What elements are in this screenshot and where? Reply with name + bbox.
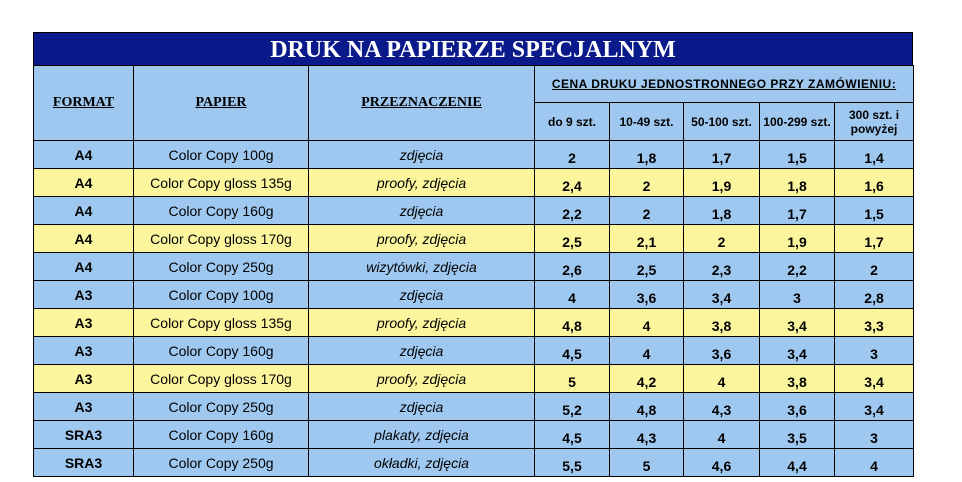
paper-cell: Color Copy 100g bbox=[134, 141, 309, 169]
table-row bbox=[34, 197, 914, 225]
purpose-cell: okładki, zdjęcia bbox=[309, 449, 535, 477]
price-sheet bbox=[33, 32, 913, 477]
price-cell: 3,4 bbox=[760, 309, 835, 337]
price-cell: 3,4 bbox=[760, 337, 835, 365]
purpose-cell: zdjęcia bbox=[309, 197, 535, 225]
price-cell: 5 bbox=[535, 365, 610, 393]
price-cell: 1,9 bbox=[684, 169, 760, 197]
price-cell: 2 bbox=[610, 169, 684, 197]
paper-cell: Color Copy gloss 135g bbox=[134, 309, 309, 337]
price-cell: 1,5 bbox=[835, 197, 914, 225]
price-cell: 3,4 bbox=[684, 281, 760, 309]
format-cell: A4 bbox=[34, 225, 134, 253]
price-cell: 4,3 bbox=[684, 393, 760, 421]
price-cell: 1,8 bbox=[610, 141, 684, 169]
price-cell: 2 bbox=[835, 253, 914, 281]
price-cell: 5 bbox=[610, 449, 684, 477]
table-row bbox=[34, 449, 914, 477]
format-cell: A3 bbox=[34, 309, 134, 337]
format-cell: A3 bbox=[34, 281, 134, 309]
price-cell: 2 bbox=[535, 141, 610, 169]
price-cell: 4 bbox=[610, 337, 684, 365]
price-cell: 1,9 bbox=[760, 225, 835, 253]
format-cell: SRA3 bbox=[34, 449, 134, 477]
price-cell: 3 bbox=[835, 421, 914, 449]
price-cell: 2,8 bbox=[835, 281, 914, 309]
format-cell: A3 bbox=[34, 393, 134, 421]
price-cell: 1,8 bbox=[684, 197, 760, 225]
paper-cell: Color Copy gloss 135g bbox=[134, 169, 309, 197]
price-cell: 2 bbox=[610, 197, 684, 225]
paper-cell: Color Copy 250g bbox=[134, 393, 309, 421]
paper-cell: Color Copy 160g bbox=[134, 197, 309, 225]
price-cell: 4 bbox=[610, 309, 684, 337]
price-cell: 2,2 bbox=[760, 253, 835, 281]
purpose-cell: proofy, zdjęcia bbox=[309, 309, 535, 337]
purpose-cell: zdjęcia bbox=[309, 393, 535, 421]
price-cell: 1,6 bbox=[835, 169, 914, 197]
price-cell: 4,6 bbox=[684, 449, 760, 477]
header-format: FORMAT bbox=[34, 66, 134, 141]
price-cell: 4,8 bbox=[535, 309, 610, 337]
paper-cell: Color Copy 160g bbox=[134, 421, 309, 449]
price-cell: 2,5 bbox=[535, 225, 610, 253]
table-row bbox=[34, 309, 914, 337]
price-cell: 4,2 bbox=[610, 365, 684, 393]
format-cell: A4 bbox=[34, 197, 134, 225]
price-cell: 2,2 bbox=[535, 197, 610, 225]
header-qty-4: 100-299 szt. bbox=[760, 103, 835, 141]
price-cell: 3,6 bbox=[760, 393, 835, 421]
format-cell: SRA3 bbox=[34, 421, 134, 449]
price-cell: 3,8 bbox=[760, 365, 835, 393]
paper-cell: Color Copy 250g bbox=[134, 253, 309, 281]
price-cell: 2,1 bbox=[610, 225, 684, 253]
price-cell: 1,7 bbox=[684, 141, 760, 169]
table-row bbox=[34, 225, 914, 253]
price-cell: 3,6 bbox=[684, 337, 760, 365]
format-cell: A3 bbox=[34, 365, 134, 393]
price-cell: 2,5 bbox=[610, 253, 684, 281]
table-row bbox=[34, 281, 914, 309]
price-cell: 3,5 bbox=[760, 421, 835, 449]
paper-cell: Color Copy 160g bbox=[134, 337, 309, 365]
paper-cell: Color Copy gloss 170g bbox=[134, 365, 309, 393]
format-cell: A3 bbox=[34, 337, 134, 365]
purpose-cell: zdjęcia bbox=[309, 141, 535, 169]
paper-cell: Color Copy gloss 170g bbox=[134, 225, 309, 253]
header-qty-3: 50-100 szt. bbox=[684, 103, 760, 141]
table-row bbox=[34, 421, 914, 449]
price-cell: 1,8 bbox=[760, 169, 835, 197]
price-cell: 3,3 bbox=[835, 309, 914, 337]
header-price: CENA DRUKU JEDNOSTRONNEGO PRZY ZAMÓWIENIU: bbox=[535, 66, 914, 103]
paper-cell: Color Copy 100g bbox=[134, 281, 309, 309]
price-cell: 1,5 bbox=[760, 141, 835, 169]
price-cell: 4 bbox=[535, 281, 610, 309]
table-row bbox=[34, 253, 914, 281]
purpose-cell: wizytówki, zdjęcia bbox=[309, 253, 535, 281]
paper-cell: Color Copy 250g bbox=[134, 449, 309, 477]
price-cell: 4,5 bbox=[535, 337, 610, 365]
price-cell: 4 bbox=[835, 449, 914, 477]
price-cell: 3,8 bbox=[684, 309, 760, 337]
purpose-cell: plakaty, zdjęcia bbox=[309, 421, 535, 449]
format-cell: A4 bbox=[34, 141, 134, 169]
price-cell: 3 bbox=[835, 337, 914, 365]
purpose-cell: proofy, zdjęcia bbox=[309, 225, 535, 253]
price-cell: 4 bbox=[684, 421, 760, 449]
purpose-cell: zdjęcia bbox=[309, 337, 535, 365]
price-cell: 4,5 bbox=[535, 421, 610, 449]
price-cell: 3,6 bbox=[610, 281, 684, 309]
purpose-cell: proofy, zdjęcia bbox=[309, 365, 535, 393]
format-cell: A4 bbox=[34, 253, 134, 281]
price-cell: 1,7 bbox=[760, 197, 835, 225]
price-cell: 3,4 bbox=[835, 365, 914, 393]
page-title: DRUK NA PAPIERZE SPECJALNYM bbox=[33, 32, 913, 65]
price-cell: 4,4 bbox=[760, 449, 835, 477]
header-row-top bbox=[34, 66, 914, 103]
format-cell: A4 bbox=[34, 169, 134, 197]
price-cell: 1,4 bbox=[835, 141, 914, 169]
price-cell: 1,7 bbox=[835, 225, 914, 253]
header-purpose: PRZEZNACZENIE bbox=[309, 66, 535, 141]
header-paper: PAPIER bbox=[134, 66, 309, 141]
price-cell: 3,4 bbox=[835, 393, 914, 421]
price-table bbox=[33, 65, 914, 477]
table-row bbox=[34, 365, 914, 393]
price-cell: 4,3 bbox=[610, 421, 684, 449]
table-row bbox=[34, 393, 914, 421]
table-body bbox=[34, 141, 914, 477]
table-row bbox=[34, 141, 914, 169]
table-row bbox=[34, 337, 914, 365]
header-qty-1: do 9 szt. bbox=[535, 103, 610, 141]
price-cell: 2 bbox=[684, 225, 760, 253]
price-cell: 2,4 bbox=[535, 169, 610, 197]
price-cell: 4 bbox=[684, 365, 760, 393]
table-row bbox=[34, 169, 914, 197]
purpose-cell: proofy, zdjęcia bbox=[309, 169, 535, 197]
price-cell: 4,8 bbox=[610, 393, 684, 421]
price-cell: 3 bbox=[760, 281, 835, 309]
price-cell: 5,2 bbox=[535, 393, 610, 421]
price-cell: 2,6 bbox=[535, 253, 610, 281]
price-cell: 5,5 bbox=[535, 449, 610, 477]
header-qty-2: 10-49 szt. bbox=[610, 103, 684, 141]
price-cell: 2,3 bbox=[684, 253, 760, 281]
purpose-cell: zdjęcia bbox=[309, 281, 535, 309]
header-qty-5: 300 szt. i powyżej bbox=[835, 103, 914, 141]
